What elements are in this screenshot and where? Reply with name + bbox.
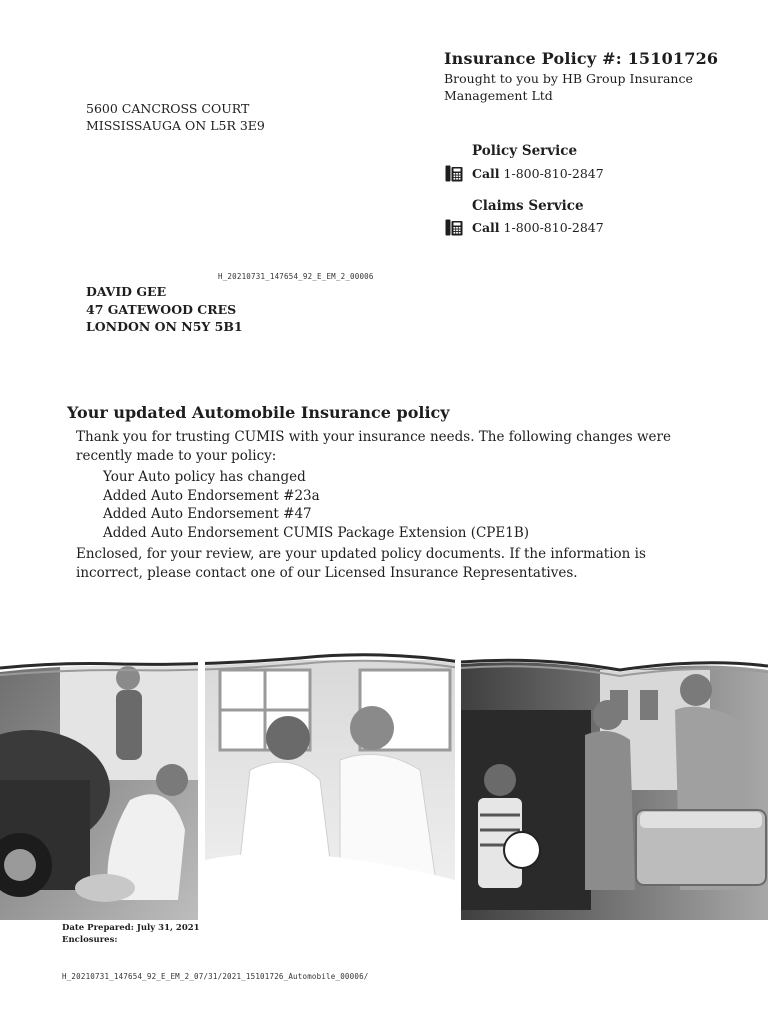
date-prepared: Date Prepared: July 31, 2021	[62, 923, 200, 933]
recipient-name: DAVID GEE	[86, 284, 167, 299]
policy-number-title: Insurance Policy #: 15101726	[444, 49, 719, 68]
document-code: H_20210731_147654_92_E_EM_2_00006	[218, 272, 374, 281]
letter-intro	[76, 428, 676, 465]
changes-list	[103, 468, 529, 542]
list-item: Added Auto Endorsement CUMIS Package Extension (CPE1B)	[103, 524, 530, 541]
recipient-city: LONDON ON N5Y 5B1	[86, 319, 243, 334]
claims-service-phone-line	[472, 219, 604, 236]
letter-intro-line2: recently made to your policy:	[76, 447, 277, 464]
footer-document-code: H_20210731_147654_92_E_EM_2_07/31/2021_15101726_Automobile_00006/	[62, 972, 369, 981]
broker-line-2: Management Ltd	[444, 88, 553, 103]
photo-banner	[0, 630, 768, 930]
enclosures-label: Enclosures:	[62, 935, 118, 945]
letter-heading: Your updated Automobile Insurance policy	[67, 403, 450, 422]
letter-closing-line2: incorrect, please contact one of our Licensed Insurance Representatives.	[76, 564, 578, 581]
phone-icon	[445, 219, 463, 236]
list-item: Your Auto policy has changed	[103, 469, 306, 485]
claims-service-phone[interactable]: 1-800-810-2847	[503, 220, 604, 235]
recipient-street: 47 GATEWOOD CRES	[86, 301, 237, 317]
date-prepared-block	[62, 922, 200, 946]
photo-family-hug	[205, 660, 455, 920]
claims-service-heading: Claims Service	[472, 198, 584, 214]
policy-service-heading: Policy Service	[472, 143, 578, 159]
claims-service-block	[472, 198, 604, 236]
sender-address-line2: MISSISSAUGA ON L5R 3E9	[86, 118, 265, 133]
sender-address	[86, 100, 265, 134]
letter-closing	[76, 545, 676, 582]
photo-car-wash	[0, 660, 198, 920]
letter-intro-line1: Thank you for trusting CUMIS with your insurance needs. The following changes were	[76, 429, 671, 445]
phone-icon	[445, 165, 463, 182]
policy-service-phone[interactable]: 1-800-810-2847	[503, 166, 604, 181]
policy-service-block	[472, 143, 604, 182]
photo-family-car-trunk	[461, 660, 768, 920]
policy-service-phone-line	[472, 165, 604, 182]
list-item: Added Auto Endorsement #47	[103, 506, 312, 522]
sender-address-line1: 5600 CANCROSS COURT	[86, 101, 250, 116]
policy-service-call-label: Call	[472, 166, 500, 181]
letter-closing-line1: Enclosed, for your review, are your updated policy documents. If the information is	[76, 546, 646, 562]
broker-line-1: Brought to you by HB Group Insurance	[444, 71, 693, 86]
broker-line	[444, 70, 734, 104]
claims-service-call-label: Call	[472, 220, 500, 235]
list-item: Added Auto Endorsement #23a	[103, 487, 320, 504]
recipient-address	[86, 283, 243, 336]
